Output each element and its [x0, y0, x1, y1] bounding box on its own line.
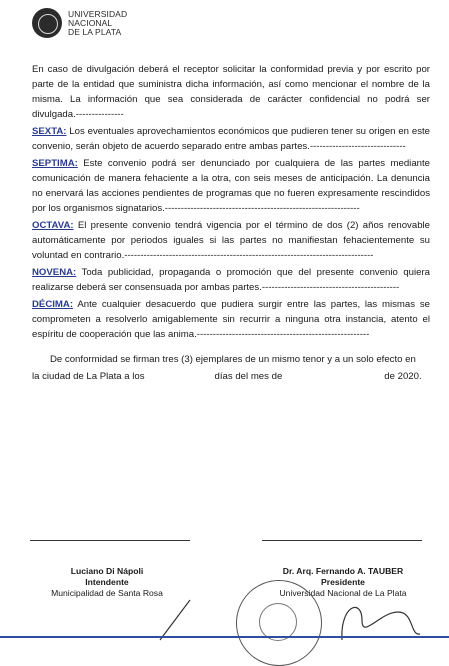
clause-novena-text: Toda publicidad, propaganda o promoción que del presente convenio quiera realizarse deberá ser consensuada por ambas partes.------------------------------------------- — [32, 267, 430, 293]
clause-septima-text: Este convenio podrá ser denunciado por cualquiera de las partes mediante comunicación de manera fehaciente a la otra, con seis meses de anticipación. La denuncia no enervará las acciones pendientes de programas que no fueren expresamente rescindidos por los organismos signatarios.------------------------------------------------------------- — [32, 158, 430, 214]
date-line-part2: días del mes de — [214, 371, 283, 382]
signatory-right-org: Universidad Nacional de La Plata — [279, 588, 407, 598]
signatory-left-name: Luciano Di Nápoli — [70, 566, 144, 576]
clause-decima-text: Ante cualquier desacuerdo que pudiera surgir entre las partes, las mismas se comprometen a resolverlo amigablemente sin recurrir a ninguna otra instancia, atento el espíritu de cooperación que las anima.------------------------------------------------------ — [32, 299, 430, 340]
university-name-line2: NACIONAL — [68, 17, 113, 28]
paragraph-intro: En caso de divulgación deberá el receptor solicitar la conformidad previa y por escrito por parte de la entidad que suministra dicha información, así como mencionar el nombre de la misma. La información que sea considerada de carácter confidencial no podrá ser divulgada.--------------- — [32, 64, 430, 120]
clause-sexta-heading: SEXTA: — [32, 126, 67, 137]
clause-decima-heading: DÉCIMA: — [32, 299, 74, 310]
university-name-line1: UNIVERSIDAD — [68, 8, 128, 19]
date-line-part3: de 2020. — [384, 371, 422, 382]
clause-novena-heading: NOVENA: — [32, 267, 77, 278]
signatory-right-role: Presidente — [321, 577, 365, 587]
closing-statement: De conformidad se firman tres (3) ejemplares de un mismo tenor y a un solo efecto en — [50, 354, 416, 365]
bottom-rule — [0, 636, 449, 638]
date-line-part1: la ciudad de La Plata a los — [32, 371, 145, 382]
signatory-left-role: Intendente — [85, 577, 129, 587]
clause-septima-heading: SEPTIMA: — [32, 158, 78, 169]
signatory-left-org: Municipalidad de Santa Rosa — [51, 588, 163, 598]
clause-octava-text: El presente convenio tendrá vigencia por el término de dos (2) años renovable automáticamente por periodos iguales si las partes no manifiestan fehacientemente su voluntad en contrario.------------------------------------------------------------------------------ — [32, 220, 430, 261]
signatory-right-name: Dr. Arq. Fernando A. TAUBER — [282, 566, 404, 576]
clause-octava-heading: OCTAVA: — [32, 220, 74, 231]
clause-sexta-text: Los eventuales aprovechamientos económicos que pudieren tener su origen en este convenio, serán objeto de acuerdo separado entre ambas partes.------------------------------ — [32, 126, 430, 152]
university-name-line3: DE LA PLATA — [68, 26, 122, 37]
